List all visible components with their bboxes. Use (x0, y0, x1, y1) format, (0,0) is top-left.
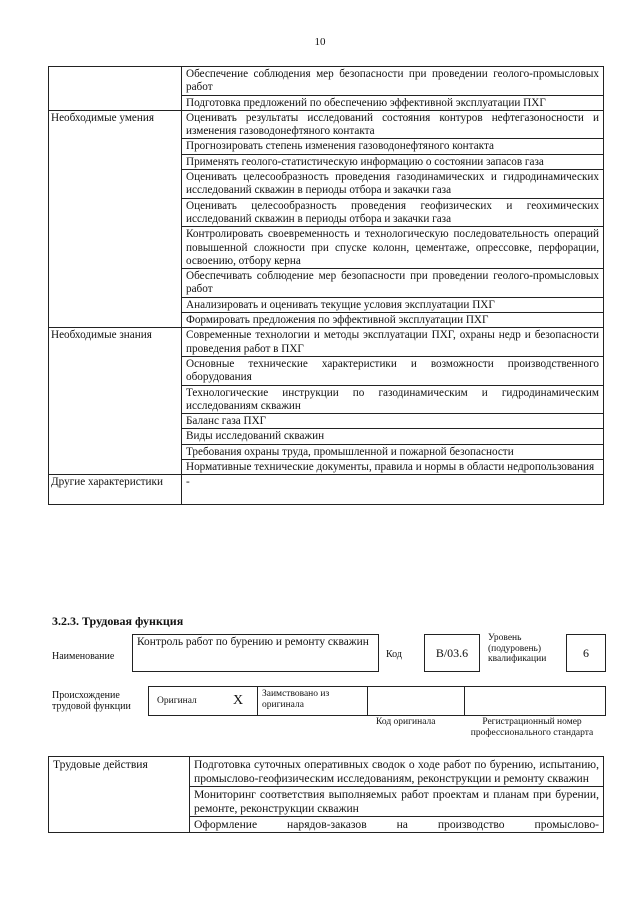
level-value-box (566, 634, 606, 672)
labor-actions-table (48, 756, 604, 833)
knowledge-item: Технологические инструкции по газодинамическим и гидродинамическим исследованиям скважин (182, 385, 604, 414)
labor-action-item: Оформление нарядов-заказов на производство промыслово- (190, 817, 604, 833)
reg-number-box (464, 686, 606, 716)
skill-item: Оценивать целесообразность проведения геофизических и геохимических исследований скважин в периоды отбора и закачки газа (182, 198, 604, 227)
section-title: 3.2.3. Трудовая функция (52, 614, 184, 628)
code-value-box (424, 634, 480, 672)
knowledge-item: Нормативные технические документы, правила и нормы в области недропользования (182, 460, 604, 475)
requirements-table (48, 66, 604, 505)
page-number: 10 (314, 36, 326, 48)
empty-label-cell (49, 67, 182, 96)
function-name-box (132, 634, 379, 672)
knowledge-label: Необходимые знания (49, 328, 182, 475)
skill-item: Оценивать целесообразность проведения газодинамических и гидродинамических исследований скважин в периоды отбора и закачки газа (182, 170, 604, 199)
knowledge-item: Баланс газа ПХГ (182, 414, 604, 429)
borrowed-label: Заимствовано из оригинала (262, 689, 330, 710)
original-label: Оригинал (157, 696, 197, 706)
skill-item: Прогнозировать степень изменения газоводонефтяного контакта (182, 139, 604, 154)
name-label: Наименование (52, 651, 115, 662)
other-label: Другие характеристики (49, 475, 182, 505)
origin-label: Происхождение трудовой функции (52, 690, 131, 712)
knowledge-item: Виды исследований скважин (182, 429, 604, 444)
other-value: - (182, 475, 604, 505)
skills-label: Необходимые умения (49, 110, 182, 327)
knowledge-item: Современные технологии и методы эксплуатации ПХГ, охраны недр и безопасности проведения работ в ПХГ (182, 328, 604, 357)
function-name-value: Контроль работ по бурению и ремонту скважин (137, 636, 369, 648)
reg-number-label: Регистрационный номер профессионального стандарта (470, 717, 594, 738)
requirement-item: Подготовка предложений по обеспечению эффективной эксплуатации ПХГ (182, 95, 604, 110)
labor-action-item: Подготовка суточных оперативных сводок о ходе работ по бурению, испытанию, промыслово-геофизическим исследованиям, реконструкции и ремонту скважин (190, 757, 604, 787)
original-mark: X (233, 693, 244, 708)
skill-item: Применять геолого-статистическую информацию о состоянии запасов газа (182, 154, 604, 169)
skill-item: Контролировать своевременность и технологическую последовательность операций повышенной сложности при спуске колонн, цементаже, опрессовке, перфорации, освоению, отбору керна (182, 227, 604, 269)
code-label: Код (386, 649, 402, 660)
labor-actions-label: Трудовые действия (49, 757, 190, 833)
level-value: 6 (583, 646, 589, 660)
original-box (148, 686, 258, 716)
requirement-item: Обеспечение соблюдения мер безопасности при проведении геолого-промысловых работ (182, 67, 604, 96)
knowledge-item: Требования охраны труда, промышленной и пожарной безопасности (182, 444, 604, 459)
origin-code-label: Код оригинала (376, 717, 436, 727)
level-label: Уровень (подуровень) квалификации (488, 633, 547, 664)
borrowed-box (257, 686, 368, 716)
skill-item: Обеспечивать соблюдение мер безопасности при проведении геолого-промысловых работ (182, 269, 604, 298)
skill-item: Оценивать результаты исследований состояния контуров нефтегазоносности и изменения газоводонефтяного контакта (182, 110, 604, 139)
origin-code-box (367, 686, 465, 716)
knowledge-item: Основные технические характеристики и возможности производственного оборудования (182, 356, 604, 385)
empty-label-cell (49, 95, 182, 110)
skill-item: Анализировать и оценивать текущие условия эксплуатации ПХГ (182, 297, 604, 312)
labor-action-item: Мониторинг соответствия выполняемых работ проектам и планам при бурении, ремонте, реконструкции скважин (190, 787, 604, 817)
skill-item: Формировать предложения по эффективной эксплуатации ПХГ (182, 313, 604, 328)
code-value: В/03.6 (435, 646, 469, 660)
